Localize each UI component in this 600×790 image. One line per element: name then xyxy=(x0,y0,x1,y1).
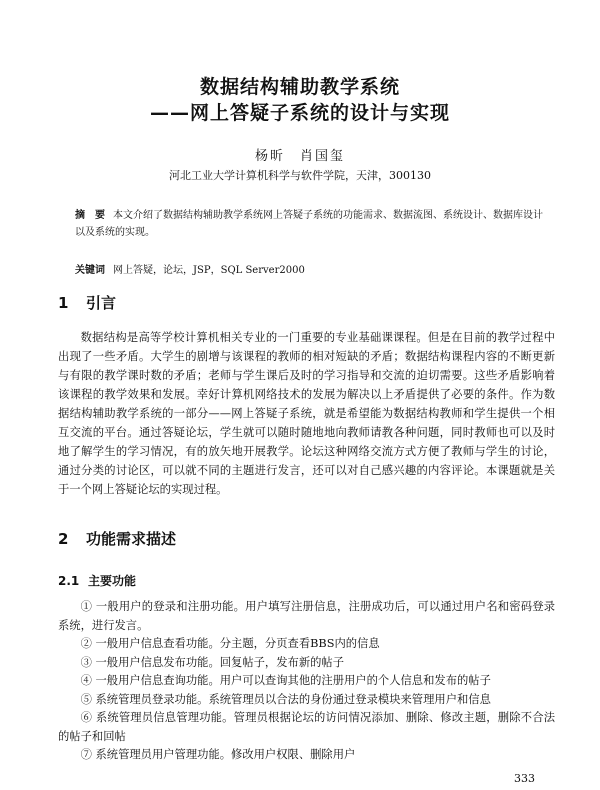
paper-title-line1: 数据结构辅助教学系统 xyxy=(199,76,400,98)
list-item: ⑦ 系统管理员用户管理功能。修改用户权限、删除用户 xyxy=(80,748,356,761)
section-title: 引言 xyxy=(86,294,117,312)
list-item: ⑤ 系统管理员登录功能。系统管理员以合法的身份通过登录模块来管理用户和信息 xyxy=(80,692,491,706)
abstract-label: 摘 要 xyxy=(75,210,105,221)
paper-title-line2: ——网上答疑子系统的设计与实现 xyxy=(149,102,450,124)
function-list xyxy=(58,598,555,765)
keywords-label: 关键词 xyxy=(75,265,105,276)
subsection-title: 主要功能 xyxy=(88,574,137,588)
intro-paragraph: 数据结构是高等学校计算机相关专业的一门重要的专业基础课课程。但是在目前的教学过程中出现了一些矛盾。大学生的剧增与该课程的教师的相对短缺的矛盾；数据结构课程内容的不断更新与有限的教学课时数的矛盾；老师与学生课后及时的学习指导和交流的迫切需要。这些矛盾影响着该课程的教学效果和发展。幸好计算机网络技术的发展为解决以上矛盾提供了必要的条件。作为数据结构辅助教学系统的一部分——网上答疑子系统，就是希望能为数据结构教师和学生提供一个相互交流的平台。通过答疑论坛，学生就可以随时随地地向教师请教各种问题，同时教师也可以及时地了解学生的学习情况，有的放矢地开展教学。论坛这种网络交流方式方便了教师与学生的讨论，通过分类的讨论区，可以就不同的主题进行发言，还可以对自己感兴趣的内容评论。本课题就是关于一个网上答疑论坛的实现过程。 xyxy=(58,331,555,496)
subsection-heading xyxy=(58,572,136,589)
section-number: 2 xyxy=(58,530,69,548)
affiliation: 河北工业大学计算机科学与软件学院，天津，300130 xyxy=(169,169,431,182)
keywords xyxy=(75,261,545,276)
section-heading-1 xyxy=(58,292,116,313)
subsection-number: 2.1 xyxy=(58,574,80,588)
keywords-text: 网上答疑，论坛，JSP，SQL Server2000 xyxy=(113,265,305,276)
list-item: ④ 一般用户信息查询功能。用户可以查询其他的注册用户的个人信息和发布的帖子 xyxy=(80,674,491,687)
list-item: ⑥ 系统管理员信息管理功能。管理员根据论坛的访问情况添加、删除、修改主题，删除不合法的帖子和回帖 xyxy=(58,711,555,743)
abstract-text: 本文介绍了数据结构辅助教学系统网上答疑子系统的功能需求、数据流图、系统设计、数据库设计以及系统的实现。 xyxy=(75,210,543,238)
list-item: ③ 一般用户信息发布功能。回复帖子，发布新的帖子 xyxy=(80,655,345,669)
authors: 杨昕 肖国玺 xyxy=(254,149,345,164)
list-item: ② 一般用户信息查看功能。分主题，分页查看BBS内的信息 xyxy=(80,637,380,650)
section-title: 功能需求描述 xyxy=(86,530,177,548)
section-heading-2 xyxy=(58,528,176,549)
abstract xyxy=(75,207,545,241)
section-number: 1 xyxy=(58,294,69,312)
list-item: ① 一般用户的登录和注册功能。用户填写注册信息，注册成功后，可以通过用户名和密码登录系统，进行发言。 xyxy=(58,600,555,632)
page-number: 333 xyxy=(514,772,535,785)
